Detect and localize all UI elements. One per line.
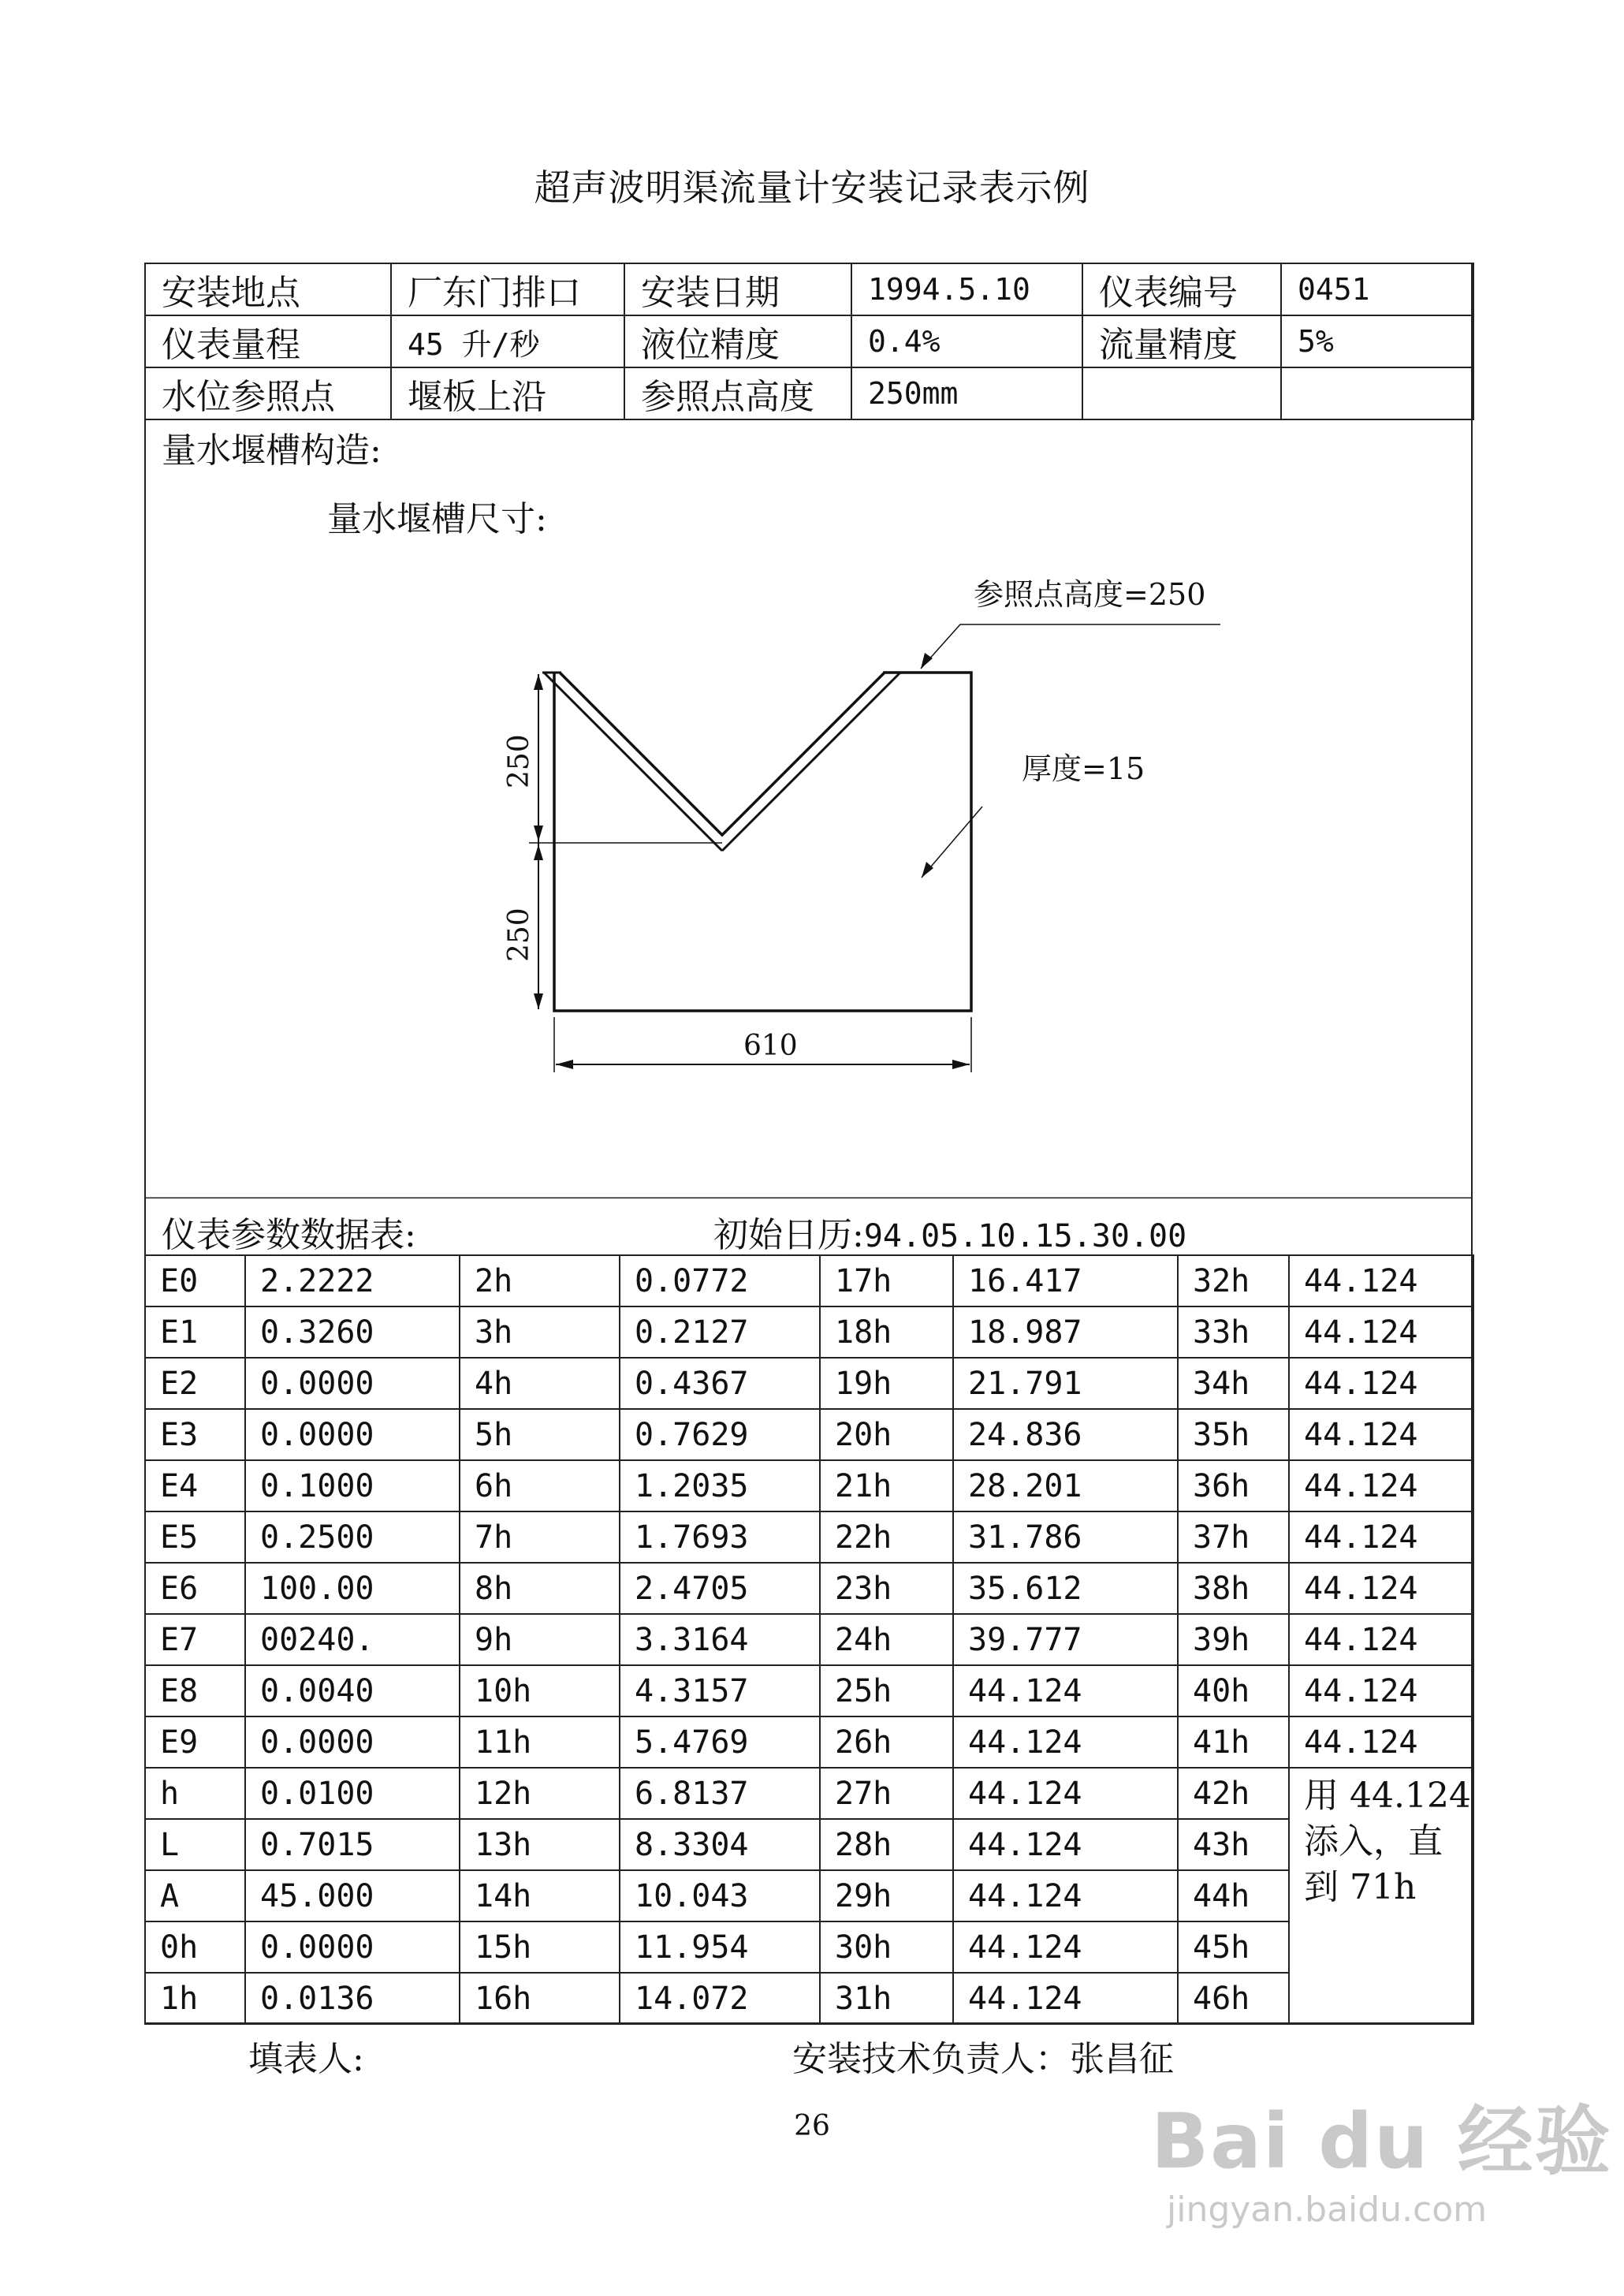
- param-key-cell: 6h: [460, 1460, 620, 1511]
- param-value-cell: 24.836: [953, 1409, 1178, 1460]
- param-value-cell: 14.072: [620, 1973, 820, 2024]
- table-row: [145, 1255, 1473, 1306]
- param-key-cell: E9: [145, 1716, 245, 1768]
- table-row: [145, 1460, 1473, 1511]
- param-key-cell: L: [145, 1819, 245, 1870]
- param-key-cell: 16h: [460, 1973, 620, 2024]
- param-key-cell: 35h: [1178, 1409, 1289, 1460]
- param-key-cell: 43h: [1178, 1819, 1289, 1870]
- param-key-cell: 8h: [460, 1563, 620, 1614]
- param-key-cell: E5: [145, 1511, 245, 1563]
- param-key-cell: 17h: [820, 1255, 953, 1306]
- param-key-cell: 32h: [1178, 1255, 1289, 1306]
- param-table-label: 仪表参数数据表:: [162, 1215, 416, 1255]
- info-cell: 液位精度: [624, 315, 851, 367]
- param-key-cell: 4h: [460, 1358, 620, 1409]
- param-key-cell: 1h: [145, 1973, 245, 2024]
- info-cell: 1994.5.10: [851, 263, 1082, 315]
- weir-notch-edge-left: [560, 673, 722, 835]
- info-cell: 仪表量程: [145, 315, 391, 367]
- thickness-text: 厚度=15: [1022, 751, 1145, 786]
- param-value-cell: 44.124: [1289, 1614, 1473, 1665]
- param-key-cell: E6: [145, 1563, 245, 1614]
- param-key-cell: 21h: [820, 1460, 953, 1511]
- param-key-cell: 0h: [145, 1921, 245, 1973]
- param-value-cell: 28.201: [953, 1460, 1178, 1511]
- param-value-cell: 3.3164: [620, 1614, 820, 1665]
- table-row: [145, 1921, 1473, 1973]
- param-value-cell: 44.124: [953, 1921, 1178, 1973]
- param-value-cell: 44.124: [1289, 1306, 1473, 1358]
- info-cell: 厂东门排口: [391, 263, 624, 315]
- param-value-cell: 44.124: [953, 1870, 1178, 1921]
- param-key-cell: 24h: [820, 1614, 953, 1665]
- param-value-cell: 44.124: [1289, 1409, 1473, 1460]
- param-key-cell: E7: [145, 1614, 245, 1665]
- param-value-cell: 35.612: [953, 1563, 1178, 1614]
- param-key-cell: 34h: [1178, 1358, 1289, 1409]
- param-key-cell: 37h: [1178, 1511, 1289, 1563]
- weir-drawing: [144, 418, 1473, 1198]
- param-value-cell: 45.000: [245, 1870, 460, 1921]
- init-calendar: [713, 1206, 1186, 1257]
- info-row: [145, 263, 1473, 315]
- param-value-cell: 0.2500: [245, 1511, 460, 1563]
- param-value-cell: 0.0136: [245, 1973, 460, 2024]
- info-cell: 堰板上沿: [391, 367, 624, 419]
- param-key-cell: E1: [145, 1306, 245, 1358]
- param-value-cell: 44.124: [1289, 1460, 1473, 1511]
- param-value-cell: 0.3260: [245, 1306, 460, 1358]
- info-cell: [1082, 367, 1281, 419]
- table-row: [145, 1306, 1473, 1358]
- table-row: [145, 1409, 1473, 1460]
- table-row: [145, 1819, 1473, 1870]
- info-cell: 0451: [1281, 263, 1473, 315]
- watermark-url: jingyan.baidu.com: [1167, 2190, 1488, 2230]
- param-value-cell: 44.124: [953, 1716, 1178, 1768]
- param-key-cell: E3: [145, 1409, 245, 1460]
- param-value-cell: 0.1000: [245, 1460, 460, 1511]
- param-value-cell: 0.4367: [620, 1358, 820, 1409]
- param-key-cell: 5h: [460, 1409, 620, 1460]
- table-row: [145, 1716, 1473, 1768]
- info-row: [145, 315, 1473, 367]
- param-key-cell: 46h: [1178, 1973, 1289, 2024]
- weir-notch-edge-right-inner: [722, 673, 900, 851]
- param-key-cell: 23h: [820, 1563, 953, 1614]
- param-key-cell: 40h: [1178, 1665, 1289, 1716]
- param-value-cell: 39.777: [953, 1614, 1178, 1665]
- param-key-cell: 27h: [820, 1768, 953, 1819]
- param-value-cell: 44.124: [1289, 1665, 1473, 1716]
- param-value-cell: 0.0000: [245, 1716, 460, 1768]
- param-value-cell: 0.0040: [245, 1665, 460, 1716]
- info-cell: 安装地点: [145, 263, 391, 315]
- param-key-cell: 28h: [820, 1819, 953, 1870]
- param-key-cell: 13h: [460, 1819, 620, 1870]
- param-value-cell: 44.124: [953, 1665, 1178, 1716]
- param-key-cell: 36h: [1178, 1460, 1289, 1511]
- param-value-cell: 16.417: [953, 1255, 1178, 1306]
- param-key-cell: 38h: [1178, 1563, 1289, 1614]
- info-cell: 0.4%: [851, 315, 1082, 367]
- param-value-cell: 0.0100: [245, 1768, 460, 1819]
- param-value-cell: 0.0000: [245, 1409, 460, 1460]
- param-key-cell: 29h: [820, 1870, 953, 1921]
- table-row: [145, 1665, 1473, 1716]
- param-value-cell: 44.124: [1289, 1563, 1473, 1614]
- param-value-cell: 2.4705: [620, 1563, 820, 1614]
- param-value-cell: 44.124: [953, 1973, 1178, 2024]
- param-key-cell: 33h: [1178, 1306, 1289, 1358]
- param-key-cell: E8: [145, 1665, 245, 1716]
- param-key-cell: 3h: [460, 1306, 620, 1358]
- param-value-cell: 0.0000: [245, 1358, 460, 1409]
- dim-top-text: 250: [503, 734, 535, 788]
- param-key-cell: 30h: [820, 1921, 953, 1973]
- param-key-cell: 12h: [460, 1768, 620, 1819]
- param-key-cell: 25h: [820, 1665, 953, 1716]
- param-value-cell: 0.0000: [245, 1921, 460, 1973]
- param-key-cell: 15h: [460, 1921, 620, 1973]
- install-info-table: [144, 263, 1474, 420]
- table-row: [145, 1614, 1473, 1665]
- param-data-table: [144, 1254, 1474, 2025]
- param-key-cell: A: [145, 1870, 245, 1921]
- param-value-cell: 44.124: [1289, 1716, 1473, 1768]
- dim-bottom-text: 250: [503, 908, 535, 962]
- param-value-cell: 0.7629: [620, 1409, 820, 1460]
- weir-notch-edge-right: [722, 673, 885, 835]
- param-key-cell: 7h: [460, 1511, 620, 1563]
- param-key-cell: 31h: [820, 1973, 953, 2024]
- param-value-cell: 1.7693: [620, 1511, 820, 1563]
- info-cell: 5%: [1281, 315, 1473, 367]
- param-value-cell: 11.954: [620, 1921, 820, 1973]
- table-row: [145, 1511, 1473, 1563]
- param-key-cell: 18h: [820, 1306, 953, 1358]
- page-number: 26: [794, 2110, 830, 2142]
- info-row: [145, 367, 1473, 419]
- table-row: [145, 1358, 1473, 1409]
- param-value-cell: 18.987: [953, 1306, 1178, 1358]
- page-title: 超声波明渠流量计安装记录表示例: [534, 166, 1090, 209]
- param-value-cell: 21.791: [953, 1358, 1178, 1409]
- param-value-cell: 8.3304: [620, 1819, 820, 1870]
- baidu-watermark: [1151, 2082, 1612, 2230]
- param-value-cell: 44.124: [1289, 1255, 1473, 1306]
- init-calendar-value: 94.05.10.15.30.00: [863, 1218, 1187, 1254]
- param-value-cell: 0.2127: [620, 1306, 820, 1358]
- param-key-cell: E0: [145, 1255, 245, 1306]
- dim-width-text: 610: [743, 1030, 798, 1062]
- weir-plate-outline: [554, 673, 971, 1011]
- param-value-cell: 4.3157: [620, 1665, 820, 1716]
- param-key-cell: 22h: [820, 1511, 953, 1563]
- param-value-cell: 44.124: [953, 1768, 1178, 1819]
- info-cell: 参照点高度: [624, 367, 851, 419]
- param-value-cell: 0.0772: [620, 1255, 820, 1306]
- param-value-cell: 44.124: [1289, 1511, 1473, 1563]
- info-cell: 安装日期: [624, 263, 851, 315]
- ref-height-text: 参照点高度=250: [974, 577, 1206, 612]
- param-key-cell: 10h: [460, 1665, 620, 1716]
- param-key-cell: E2: [145, 1358, 245, 1409]
- table-row: [145, 1563, 1473, 1614]
- param-value-cell: 0.7015: [245, 1819, 460, 1870]
- param-key-cell: h: [145, 1768, 245, 1819]
- table-row: [145, 1973, 1473, 2024]
- param-key-cell: E4: [145, 1460, 245, 1511]
- info-cell: 250mm: [851, 367, 1082, 419]
- weir-notch-edge-left-inner: [544, 673, 722, 851]
- table-row: [145, 1870, 1473, 1921]
- fill-note-cell: 用 44.124 添入，直到 71h: [1289, 1768, 1473, 2024]
- param-value-cell: 1.2035: [620, 1460, 820, 1511]
- init-calendar-label: 初始日历:: [713, 1215, 864, 1255]
- param-value-cell: 44.124: [953, 1819, 1178, 1870]
- table-row: [145, 1768, 1473, 1819]
- info-cell: 流量精度: [1082, 315, 1281, 367]
- param-key-cell: 44h: [1178, 1870, 1289, 1921]
- param-key-cell: 42h: [1178, 1768, 1289, 1819]
- param-value-cell: 5.4769: [620, 1716, 820, 1768]
- param-value-cell: 31.786: [953, 1511, 1178, 1563]
- ref-height-leader: [921, 624, 1220, 669]
- param-key-cell: 26h: [820, 1716, 953, 1768]
- weir-structure-label: 量水堰槽构造:: [162, 430, 382, 471]
- param-key-cell: 2h: [460, 1255, 620, 1306]
- weir-dimension-label: 量水堰槽尺寸:: [327, 499, 547, 539]
- param-key-cell: 19h: [820, 1358, 953, 1409]
- param-key-cell: 11h: [460, 1716, 620, 1768]
- param-value-cell: 44.124: [1289, 1358, 1473, 1409]
- info-cell: [1281, 367, 1473, 419]
- info-cell: 水位参照点: [145, 367, 391, 419]
- param-key-cell: 41h: [1178, 1716, 1289, 1768]
- param-key-cell: 20h: [820, 1409, 953, 1460]
- info-cell: 仪表编号: [1082, 263, 1281, 315]
- param-value-cell: 6.8137: [620, 1768, 820, 1819]
- param-value-cell: 100.00: [245, 1563, 460, 1614]
- param-value-cell: 2.2222: [245, 1255, 460, 1306]
- info-cell: 45 升/秒: [391, 315, 624, 367]
- filler-label: 填表人:: [248, 2039, 364, 2079]
- param-key-cell: 9h: [460, 1614, 620, 1665]
- param-key-cell: 39h: [1178, 1614, 1289, 1665]
- param-value-cell: 00240.: [245, 1614, 460, 1665]
- watermark-brand: Bai du 经验: [1151, 2097, 1612, 2186]
- param-key-cell: 45h: [1178, 1921, 1289, 1973]
- param-key-cell: 14h: [460, 1870, 620, 1921]
- param-value-cell: 10.043: [620, 1870, 820, 1921]
- installer-label: 安装技术负责人：张昌征: [792, 2039, 1174, 2079]
